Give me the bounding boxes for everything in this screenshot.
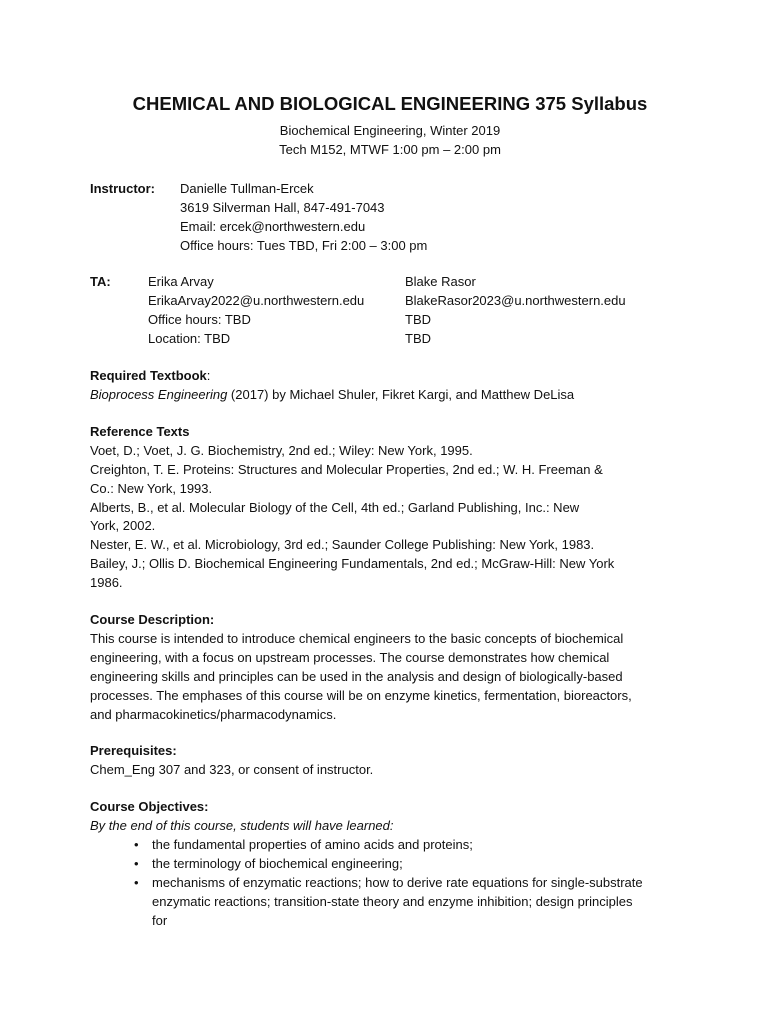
instructor-office: 3619 Silverman Hall, 847-491-7043 [180, 199, 385, 215]
objective-item [152, 855, 690, 874]
instructor-details [180, 180, 427, 256]
instructor-label: Instructor: [90, 180, 155, 196]
textbook-heading-colon: : [206, 368, 211, 384]
prerequisites-text: Chem_Eng 307 and 323, or consent of instructor. [90, 762, 374, 778]
reference-line: Alberts, B., et al. Molecular Biology of the Cell, 4th ed.; Garland Publishing, Inc.: New [90, 499, 580, 515]
description-body [90, 630, 690, 725]
reference-line: Bailey, J.; Ollis D. Biochemical Engineering Fundamentals, 2nd ed.; McGraw-Hill: New York [90, 556, 615, 572]
course-schedule: Tech M152, MTWF 1:00 pm – 2:00 pm [279, 141, 501, 157]
references-list [90, 442, 690, 593]
textbook-heading-text: Required Textbook [90, 368, 207, 384]
textbook-authors: (2017) by Michael Shuler, Fikret Kargi, and Matthew DeLisa [227, 386, 575, 402]
objective-item [152, 836, 690, 855]
textbook-heading [90, 367, 690, 386]
objectives-intro: By the end of this course, students will have learned: [90, 818, 394, 834]
objective-line: for [152, 912, 168, 928]
ta-section [90, 273, 690, 349]
reference-line: Co.: New York, 1993. [90, 480, 213, 496]
objectives-list [90, 836, 690, 931]
prerequisites-heading: Prerequisites: [90, 743, 177, 759]
instructor-office-hours: Office hours: Tues TBD, Fri 2:00 – 3:00 pm [180, 237, 428, 253]
reference-line: Nester, E. W., et al. Microbiology, 3rd ed.; Saunder College Publishing: New York, 1983. [90, 537, 595, 553]
description-line: engineering, with a focus on upstream processes. The course demonstrates how chemical [90, 649, 610, 665]
objective-line: • the fundamental properties of amino acids and proteins; [152, 837, 473, 853]
description-line: processes. The emphases of this course will be on enzyme kinetics, fermentation, bioreactors, [90, 687, 632, 703]
ta2-location: TBD [405, 331, 431, 347]
ta1-office-hours: Office hours: TBD [148, 312, 251, 328]
ta1-name: Erika Arvay [148, 274, 214, 290]
instructor-section [90, 180, 690, 256]
reference-line: 1986. [90, 575, 123, 591]
reference-line: Creighton, T. E. Proteins: Structures and Molecular Properties, 2nd ed.; W. H. Freeman & [90, 461, 603, 477]
description-line: This course is intended to introduce chemical engineers to the basic concepts of biochemical [90, 630, 624, 646]
description-line: and pharmacokinetics/pharmacodynamics. [90, 706, 337, 722]
ta1-location: Location: TBD [148, 331, 231, 347]
objective-line: • mechanisms of enzymatic reactions; how to derive rate equations for single-substrate [152, 874, 643, 890]
objectives-heading: Course Objectives: [90, 799, 209, 815]
references-heading: Reference Texts [90, 423, 190, 439]
description-heading: Course Description: [90, 612, 215, 628]
ta-label: TA: [90, 274, 111, 290]
objective-item [152, 874, 690, 931]
ta2-office-hours: TBD [405, 312, 431, 328]
textbook-title: Bioprocess Engineering [90, 386, 228, 402]
ta1-email: ErikaArvay2022@u.northwestern.edu [148, 293, 365, 309]
textbook-citation [90, 386, 690, 405]
document-title: CHEMICAL AND BIOLOGICAL ENGINEERING 375 Syllabus [132, 93, 648, 114]
course-subtitle: Biochemical Engineering, Winter 2019 [279, 123, 501, 138]
instructor-name: Danielle Tullman-Ercek [180, 180, 314, 196]
reference-line: York, 2002. [90, 518, 156, 534]
reference-line: Voet, D.; Voet, J. G. Biochemistry, 2nd ed.; Wiley: New York, 1995. [90, 442, 473, 458]
ta2-name: Blake Rasor [405, 274, 476, 290]
instructor-email: Email: ercek@northwestern.edu [180, 218, 366, 234]
syllabus-page [90, 92, 690, 931]
objective-line: enzymatic reactions; transition-state theory and enzyme inhibition; design principles [152, 893, 633, 909]
ta2-email: BlakeRasor2023@u.northwestern.edu [405, 293, 626, 309]
description-line: engineering skills and principles can be used in the analysis and design of biologically-based [90, 668, 623, 684]
objective-line: • the terminology of biochemical engineering; [152, 856, 403, 871]
